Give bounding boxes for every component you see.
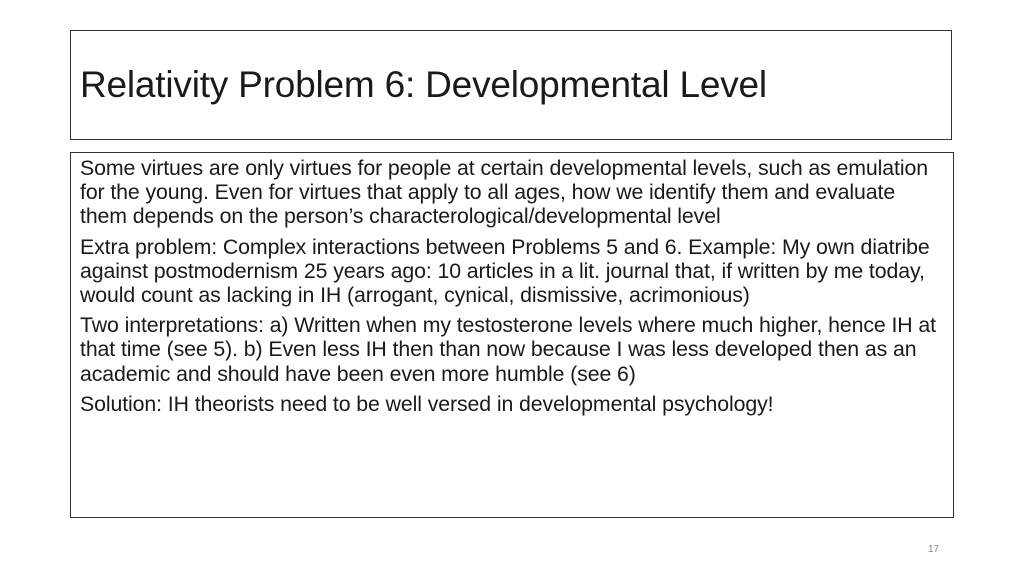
paragraph-extra-problem: Extra problem: Complex interactions between Problems 5 and 6. Example: My own diatribe against postmodernism 25 years ago: 10 articles in a lit. journal that, if written by me today, would count as lacking in IH (arrogant, cynical, dismissive, acrimonious) (80, 234, 930, 308)
slide-title: Relativity Problem 6: Developmental Level (80, 64, 767, 105)
paragraph-solution: Solution: IH theorists need to be well versed in developmental psychology! (80, 391, 774, 416)
slide-title-box (70, 30, 952, 140)
slide-body-box (70, 152, 954, 518)
slide-body (80, 156, 942, 422)
paragraph-virtues: Some virtues are only virtues for people at certain developmental levels, such as emulation for the young. Even for virtues that apply to all ages, how we identify them and evaluate them depends on the person’s characterological/developmental level (80, 156, 928, 229)
paragraph-interpretations: Two interpretations: a) Written when my testosterone levels where much higher, hence IH at that time (see 5). b) Even less IH then than now because I was less developed then as an academic and should have been even more humble (see 6) (80, 313, 936, 386)
page-number: 17 (928, 544, 940, 555)
